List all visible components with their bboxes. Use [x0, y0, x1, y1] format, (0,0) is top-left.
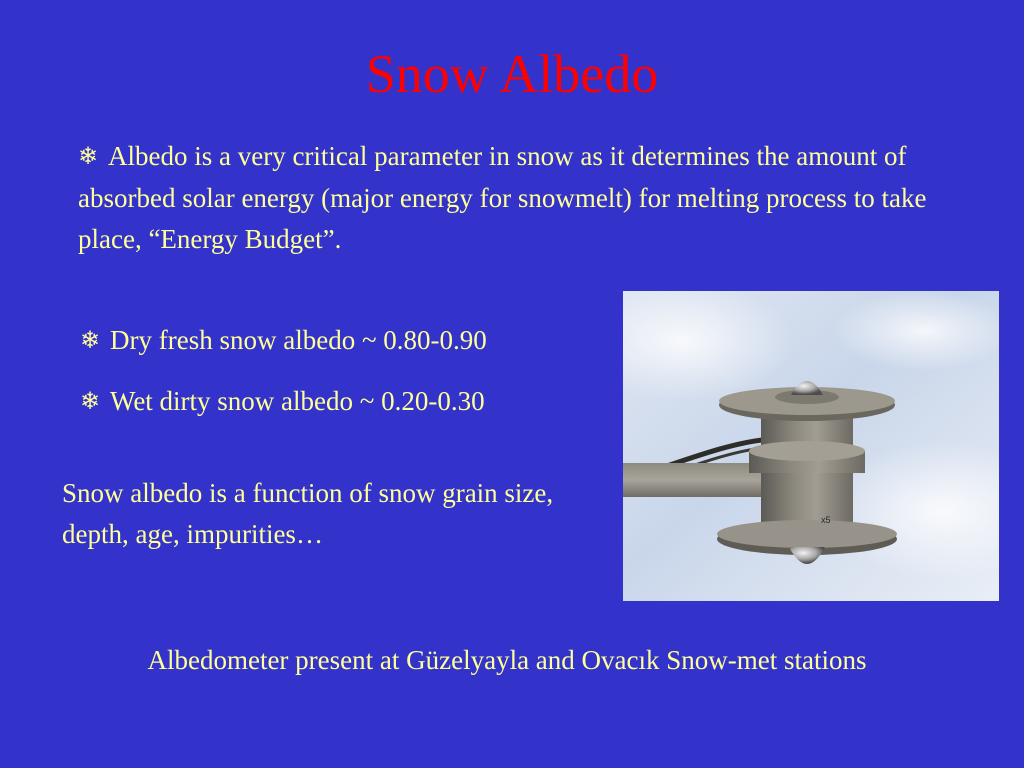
bullet-albedo-definition [78, 136, 958, 260]
bullet-dry-snow [80, 320, 620, 362]
snowflake-bullet-icon: ❄ [80, 328, 101, 354]
snowflake-bullet-icon: ❄ [80, 389, 101, 415]
albedometer-illustration [623, 291, 999, 601]
bullet-wet-snow [80, 381, 620, 423]
sensor-marking: x5 [821, 515, 831, 525]
albedo-factors-text: Snow albedo is a function of snow grain size, depth, age, impurities… [62, 478, 554, 549]
slide-title: Snow Albedo [365, 44, 659, 104]
bullet-text: Albedo is a very critical parameter in snow as it determines the amount of absorbed solar energy (major energy for snowmelt) for melting process to take place, “Energy Budget”. [78, 141, 927, 254]
bullet-text: Wet dirty snow albedo ~ 0.20-0.30 [110, 386, 485, 416]
albedometer-photo [623, 291, 999, 601]
bullet-text: Dry fresh snow albedo ~ 0.80-0.90 [110, 325, 487, 355]
albedometer-caption: Albedometer present at Güzelyayla and Ovacık Snow-met stations [147, 645, 867, 675]
bottom-shield-disc [717, 520, 897, 548]
snowflake-bullet-icon: ❄ [78, 144, 99, 170]
